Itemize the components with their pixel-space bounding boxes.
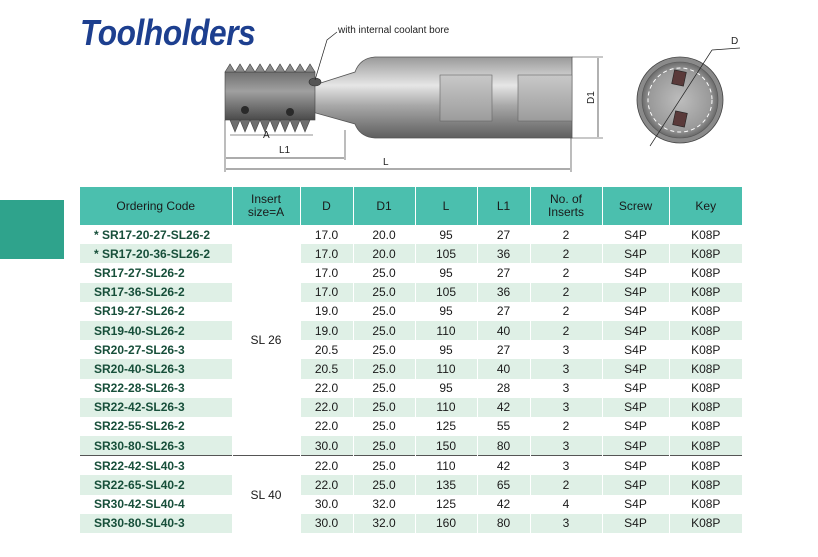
cell-d: 19.0 (300, 321, 353, 340)
cell-l1: 27 (477, 225, 530, 244)
cell-screw: S4P (602, 244, 669, 263)
cell-d1: 20.0 (353, 244, 415, 263)
cell-screw: S4P (602, 495, 669, 514)
cell-d: 30.0 (300, 495, 353, 514)
cell-no-of-inserts: 2 (530, 475, 602, 494)
cell-l1: 42 (477, 398, 530, 417)
cell-l: 110 (415, 321, 477, 340)
cell-key: K08P (669, 321, 742, 340)
cell-l: 95 (415, 379, 477, 398)
cell-ordering-code: SR22-65-SL40-2 (80, 475, 232, 494)
cell-d1: 25.0 (353, 436, 415, 456)
cell-ordering-code: SR22-28-SL26-3 (80, 379, 232, 398)
cell-ordering-code: SR20-27-SL26-3 (80, 340, 232, 359)
table-row (80, 379, 742, 398)
cell-screw: S4P (602, 379, 669, 398)
cell-d1: 25.0 (353, 359, 415, 378)
cell-ordering-code: SR22-42-SL40-3 (80, 456, 232, 476)
toolholder-drawing (0, 0, 818, 185)
cell-l: 95 (415, 302, 477, 321)
cell-ordering-code: SR30-42-SL40-4 (80, 495, 232, 514)
cell-no-of-inserts: 3 (530, 340, 602, 359)
cell-l1: 36 (477, 283, 530, 302)
cell-key: K08P (669, 514, 742, 533)
cell-screw: S4P (602, 475, 669, 494)
page-title: Toolholders (80, 12, 256, 53)
cell-d1: 32.0 (353, 514, 415, 533)
cell-key: K08P (669, 398, 742, 417)
cell-l1: 40 (477, 321, 530, 340)
header-l: L (415, 187, 477, 225)
cell-l: 105 (415, 283, 477, 302)
dim-d1-label: D1 (586, 91, 597, 104)
cell-d1: 25.0 (353, 475, 415, 494)
cell-no-of-inserts: 3 (530, 398, 602, 417)
header-screw: Screw (602, 187, 669, 225)
cell-ordering-code: SR22-42-SL26-3 (80, 398, 232, 417)
cell-l1: 42 (477, 495, 530, 514)
cell-no-of-inserts: 2 (530, 244, 602, 263)
header-no-of-inserts: No. of Inserts (530, 187, 602, 225)
cell-d1: 20.0 (353, 225, 415, 244)
section-tab-marker (0, 200, 64, 259)
table-row (80, 398, 742, 417)
cutting-head (225, 64, 321, 132)
cell-l1: 80 (477, 436, 530, 456)
cell-d1: 25.0 (353, 302, 415, 321)
cell-d: 22.0 (300, 379, 353, 398)
header-insert-size: Insert size=A (232, 187, 300, 225)
cell-no-of-inserts: 2 (530, 417, 602, 436)
cell-no-of-inserts: 3 (530, 436, 602, 456)
cell-l: 105 (415, 244, 477, 263)
cell-d: 22.0 (300, 398, 353, 417)
cell-d1: 25.0 (353, 340, 415, 359)
cell-screw: S4P (602, 340, 669, 359)
table-row (80, 321, 742, 340)
cell-l1: 27 (477, 302, 530, 321)
dim-l1-label: L1 (279, 145, 291, 156)
cell-l1: 40 (477, 359, 530, 378)
cell-l1: 65 (477, 475, 530, 494)
cell-screw: S4P (602, 398, 669, 417)
cell-l: 95 (415, 340, 477, 359)
cell-screw: S4P (602, 514, 669, 533)
cell-key: K08P (669, 475, 742, 494)
cell-key: K08P (669, 225, 742, 244)
cell-key: K08P (669, 283, 742, 302)
cell-no-of-inserts: 2 (530, 225, 602, 244)
cell-d1: 25.0 (353, 456, 415, 476)
cell-ordering-code: * SR17-20-27-SL26-2 (80, 225, 232, 244)
table-header-row (80, 187, 742, 225)
cell-d: 30.0 (300, 514, 353, 533)
table-row (80, 283, 742, 302)
table-row (80, 302, 742, 321)
cell-d: 22.0 (300, 417, 353, 436)
cell-d1: 25.0 (353, 321, 415, 340)
cell-ordering-code: SR22-55-SL26-2 (80, 417, 232, 436)
cell-ordering-code: SR20-40-SL26-3 (80, 359, 232, 378)
cell-l1: 27 (477, 340, 530, 359)
dim-a-label: A (263, 130, 270, 141)
cell-l: 110 (415, 398, 477, 417)
cell-key: K08P (669, 379, 742, 398)
cell-screw: S4P (602, 436, 669, 456)
cell-ordering-code: SR19-27-SL26-2 (80, 302, 232, 321)
cell-key: K08P (669, 495, 742, 514)
cell-key: K08P (669, 456, 742, 476)
header-d1: D1 (353, 187, 415, 225)
cell-l: 110 (415, 359, 477, 378)
cell-no-of-inserts: 4 (530, 495, 602, 514)
cell-d: 17.0 (300, 225, 353, 244)
cell-no-of-inserts: 2 (530, 302, 602, 321)
cell-no-of-inserts: 2 (530, 321, 602, 340)
table-row (80, 417, 742, 436)
cell-key: K08P (669, 302, 742, 321)
cell-ordering-code: SR17-36-SL26-2 (80, 283, 232, 302)
table-row (80, 359, 742, 378)
cell-screw: S4P (602, 283, 669, 302)
cell-screw: S4P (602, 225, 669, 244)
cell-d1: 32.0 (353, 495, 415, 514)
cell-d1: 25.0 (353, 398, 415, 417)
header-l1: L1 (477, 187, 530, 225)
cell-key: K08P (669, 417, 742, 436)
cell-l1: 55 (477, 417, 530, 436)
cell-screw: S4P (602, 359, 669, 378)
cell-l1: 28 (477, 379, 530, 398)
cell-d1: 25.0 (353, 263, 415, 282)
cell-key: K08P (669, 436, 742, 456)
cell-d1: 25.0 (353, 379, 415, 398)
table-row (80, 225, 742, 244)
cell-key: K08P (669, 244, 742, 263)
cell-l: 135 (415, 475, 477, 494)
table-row (80, 475, 742, 494)
cell-d: 20.5 (300, 340, 353, 359)
cell-l: 160 (415, 514, 477, 533)
cell-l: 125 (415, 495, 477, 514)
cell-screw: S4P (602, 263, 669, 282)
cell-d: 22.0 (300, 475, 353, 494)
cell-no-of-inserts: 3 (530, 359, 602, 378)
cell-l: 125 (415, 417, 477, 436)
cell-insert-size: SL 26 (232, 225, 300, 456)
cell-d: 30.0 (300, 436, 353, 456)
cell-no-of-inserts: 3 (530, 456, 602, 476)
cell-l: 95 (415, 225, 477, 244)
cell-screw: S4P (602, 456, 669, 476)
shank-flat-2 (518, 75, 572, 121)
shank-flat-1 (440, 75, 492, 121)
cell-d: 22.0 (300, 456, 353, 476)
table-row (80, 495, 742, 514)
dim-d-label: D (731, 36, 739, 47)
screw-icon (241, 106, 249, 114)
cell-key: K08P (669, 263, 742, 282)
cell-ordering-code: SR30-80-SL40-3 (80, 514, 232, 533)
cell-no-of-inserts: 3 (530, 379, 602, 398)
cell-no-of-inserts: 3 (530, 514, 602, 533)
cell-d: 17.0 (300, 244, 353, 263)
table-row (80, 263, 742, 282)
cell-d: 17.0 (300, 263, 353, 282)
cell-ordering-code: SR30-80-SL26-3 (80, 436, 232, 456)
cell-insert-size: SL 40 (232, 456, 300, 533)
cell-d1: 25.0 (353, 417, 415, 436)
shank (305, 57, 572, 138)
table-row (80, 436, 742, 456)
cell-l1: 27 (477, 263, 530, 282)
cell-d: 19.0 (300, 302, 353, 321)
cell-screw: S4P (602, 321, 669, 340)
cell-l: 110 (415, 456, 477, 476)
header-d: D (300, 187, 353, 225)
cell-l1: 42 (477, 456, 530, 476)
screw-icon (286, 108, 294, 116)
cell-no-of-inserts: 2 (530, 283, 602, 302)
dim-l-label: L (383, 157, 389, 168)
cell-screw: S4P (602, 302, 669, 321)
cell-l1: 80 (477, 514, 530, 533)
cell-d: 20.5 (300, 359, 353, 378)
coolant-label: with internal coolant bore (338, 25, 450, 36)
header-key: Key (669, 187, 742, 225)
cell-key: K08P (669, 359, 742, 378)
cell-l: 95 (415, 263, 477, 282)
header-ordering-code: Ordering Code (80, 187, 232, 225)
cell-no-of-inserts: 2 (530, 263, 602, 282)
toolholder-table (80, 187, 742, 533)
cell-l: 150 (415, 436, 477, 456)
cell-d: 17.0 (300, 283, 353, 302)
table-row (80, 456, 742, 476)
cell-d1: 25.0 (353, 283, 415, 302)
cell-screw: S4P (602, 417, 669, 436)
cell-l1: 36 (477, 244, 530, 263)
cell-ordering-code: SR19-40-SL26-2 (80, 321, 232, 340)
table-row (80, 244, 742, 263)
cell-key: K08P (669, 340, 742, 359)
cell-ordering-code: * SR17-20-36-SL26-2 (80, 244, 232, 263)
cell-ordering-code: SR17-27-SL26-2 (80, 263, 232, 282)
table-row (80, 340, 742, 359)
table-row (80, 514, 742, 533)
